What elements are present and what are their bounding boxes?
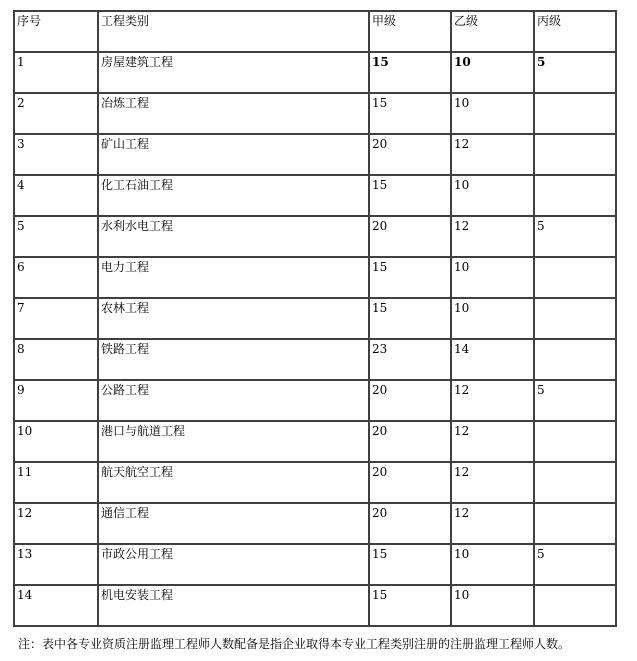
grade-c-cell [534,134,616,175]
grade-a-cell: 20 [369,503,451,544]
row-number-cell: 9 [14,380,98,421]
grade-b-cell: 10 [451,257,534,298]
row-number-cell: 7 [14,298,98,339]
grade-a-cell: 15 [369,544,451,585]
grade-a-cell: 23 [369,339,451,380]
grade-b-cell: 12 [451,503,534,544]
grade-b-cell: 12 [451,421,534,462]
category-cell: 农林工程 [98,298,369,339]
category-cell: 公路工程 [98,380,369,421]
row-number-cell: 6 [14,257,98,298]
grade-a-cell: 15 [369,175,451,216]
category-cell: 矿山工程 [98,134,369,175]
grade-c-cell [534,175,616,216]
table-row [14,339,616,380]
grade-a-cell: 20 [369,380,451,421]
table-row [14,257,616,298]
category-cell: 港口与航道工程 [98,421,369,462]
row-number-cell: 11 [14,462,98,503]
grade-b-cell: 10 [451,298,534,339]
table-row [14,585,616,626]
table-row [14,380,616,421]
row-number-cell: 5 [14,216,98,257]
grade-b-cell: 12 [451,462,534,503]
grade-b-cell: 10 [451,93,534,134]
grade-b-cell: 14 [451,339,534,380]
grade-c-cell: 5 [534,380,616,421]
grade-b-cell: 12 [451,134,534,175]
grade-b-cell: 10 [451,52,534,93]
table-row [14,298,616,339]
header-row [14,11,616,52]
grade-c-cell [534,462,616,503]
row-number-cell: 4 [14,175,98,216]
category-cell: 冶炼工程 [98,93,369,134]
grade-c-cell [534,93,616,134]
grade-c-cell [534,585,616,626]
table-row [14,503,616,544]
row-number-cell: 8 [14,339,98,380]
grade-a-cell: 15 [369,298,451,339]
grade-a-cell: 15 [369,52,451,93]
table-row [14,216,616,257]
row-number-cell: 3 [14,134,98,175]
grade-b-cell: 10 [451,544,534,585]
grade-b-cell: 12 [451,380,534,421]
grade-c-cell [534,298,616,339]
grade-c-cell: 5 [534,216,616,257]
grade-b-cell: 10 [451,175,534,216]
grade-a-cell: 15 [369,257,451,298]
header-category: 工程类别 [98,11,369,52]
row-number-cell: 13 [14,544,98,585]
grade-a-cell: 20 [369,462,451,503]
category-cell: 铁路工程 [98,339,369,380]
grade-a-cell: 20 [369,421,451,462]
grade-c-cell [534,257,616,298]
table-row [14,52,616,93]
grade-a-cell: 15 [369,93,451,134]
grade-c-cell [534,421,616,462]
grade-a-cell: 20 [369,216,451,257]
row-number-cell: 12 [14,503,98,544]
row-number-cell: 2 [14,93,98,134]
header-grade-a: 甲级 [369,11,451,52]
table-row [14,421,616,462]
grade-c-cell: 5 [534,544,616,585]
category-cell: 机电安装工程 [98,585,369,626]
category-cell: 化工石油工程 [98,175,369,216]
category-cell: 水利水电工程 [98,216,369,257]
grade-b-cell: 10 [451,585,534,626]
category-cell: 电力工程 [98,257,369,298]
header-grade-c: 丙级 [534,11,616,52]
footnote: 注：表中各专业资质注册监理工程师人数配备是指企业取得本专业工程类别注册的注册监理工程师人数。 [18,637,571,651]
grade-a-cell: 15 [369,585,451,626]
grade-b-cell: 12 [451,216,534,257]
grade-c-cell: 5 [534,52,616,93]
table-row [14,175,616,216]
table-row [14,544,616,585]
header-no: 序号 [14,11,98,52]
category-cell: 房屋建筑工程 [98,52,369,93]
category-cell: 通信工程 [98,503,369,544]
grade-c-cell [534,503,616,544]
grade-c-cell [534,339,616,380]
table-body [14,52,616,626]
table-row [14,134,616,175]
category-cell: 航天航空工程 [98,462,369,503]
grade-a-cell: 20 [369,134,451,175]
header-grade-b: 乙级 [451,11,534,52]
row-number-cell: 1 [14,52,98,93]
qualification-table [13,10,617,627]
row-number-cell: 10 [14,421,98,462]
table-row [14,93,616,134]
table-row [14,462,616,503]
row-number-cell: 14 [14,585,98,626]
category-cell: 市政公用工程 [98,544,369,585]
